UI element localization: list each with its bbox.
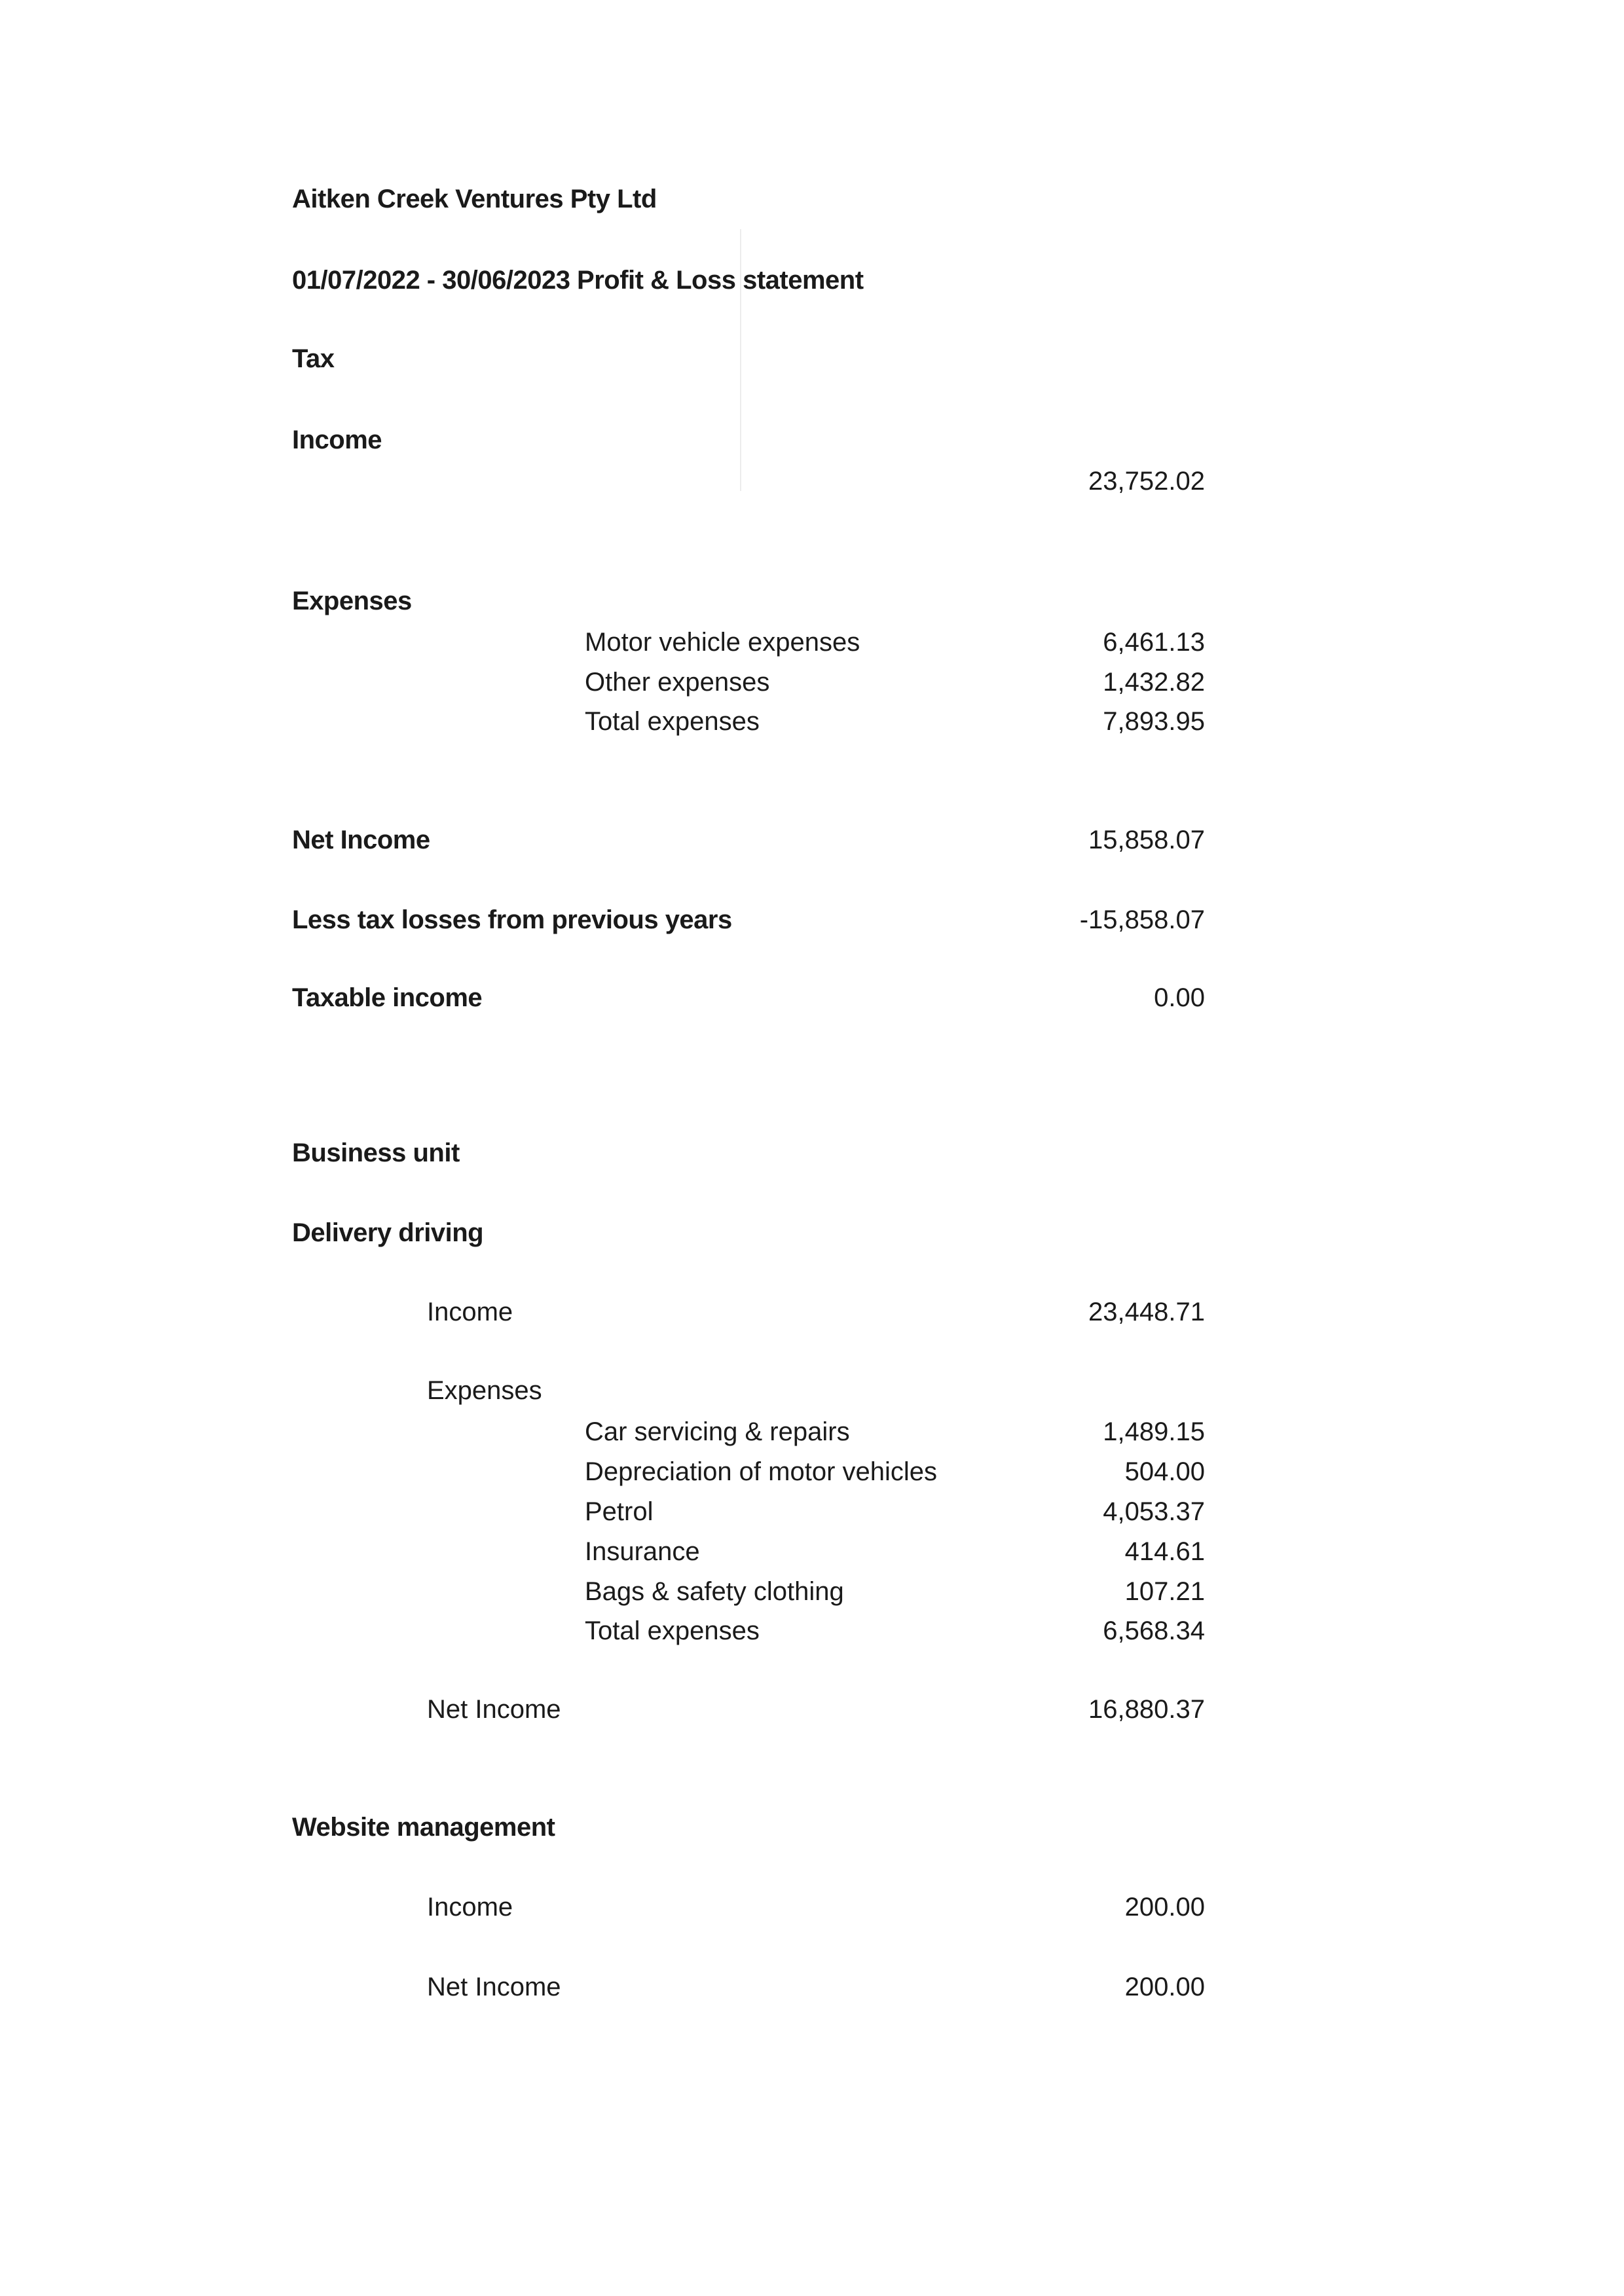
delivery-expense-value: 107.21 (1124, 1577, 1205, 1606)
delivery-total-expenses-label: Total expenses (585, 1616, 760, 1645)
delivery-expense-value: 414.61 (1124, 1537, 1205, 1566)
website-income-value: 200.00 (1124, 1893, 1205, 1922)
delivery-expense-value: 504.00 (1124, 1457, 1205, 1486)
delivery-net-income-value: 16,880.37 (1088, 1695, 1205, 1724)
total-expenses-value: 7,893.95 (1103, 707, 1205, 736)
total-expenses-label: Total expenses (585, 707, 760, 736)
statement-title: 01/07/2022 - 30/06/2023 Profit & Loss statement (292, 266, 864, 295)
delivery-expense-value: 1,489.15 (1103, 1417, 1205, 1446)
expense-value: 1,432.82 (1103, 668, 1205, 697)
taxable-income-value: 0.00 (1154, 983, 1205, 1012)
less-tax-losses-value: -15,858.07 (1079, 905, 1205, 934)
website-management-heading: Website management (292, 1813, 555, 1842)
delivery-expense-value: 4,053.37 (1103, 1497, 1205, 1526)
income-value: 23,752.02 (1088, 467, 1205, 496)
income-heading: Income (292, 426, 382, 454)
expense-value: 6,461.13 (1103, 628, 1205, 657)
delivery-expense-label: Depreciation of motor vehicles (585, 1457, 938, 1486)
net-income-label: Net Income (292, 826, 430, 854)
delivery-total-expenses-value: 6,568.34 (1103, 1616, 1205, 1645)
delivery-driving-heading: Delivery driving (292, 1218, 484, 1247)
delivery-expense-label: Petrol (585, 1497, 654, 1526)
delivery-income-label: Income (427, 1298, 513, 1326)
delivery-expenses-label: Expenses (427, 1376, 542, 1405)
expense-label: Motor vehicle expenses (585, 628, 860, 657)
website-income-label: Income (427, 1893, 513, 1922)
expense-label: Other expenses (585, 668, 770, 697)
delivery-expense-label: Insurance (585, 1537, 700, 1566)
company-name: Aitken Creek Ventures Pty Ltd (292, 185, 657, 213)
delivery-expense-label: Car servicing & repairs (585, 1417, 850, 1446)
business-unit-heading: Business unit (292, 1139, 460, 1167)
delivery-net-income-label: Net Income (427, 1695, 561, 1724)
section-tax-heading: Tax (292, 344, 335, 373)
net-income-value: 15,858.07 (1088, 826, 1205, 854)
taxable-income-label: Taxable income (292, 983, 483, 1012)
expenses-heading: Expenses (292, 587, 412, 615)
delivery-expense-label: Bags & safety clothing (585, 1577, 844, 1606)
delivery-income-value: 23,448.71 (1088, 1298, 1205, 1326)
website-net-income-label: Net Income (427, 1973, 561, 2001)
less-tax-losses-label: Less tax losses from previous years (292, 905, 732, 934)
website-net-income-value: 200.00 (1124, 1973, 1205, 2001)
